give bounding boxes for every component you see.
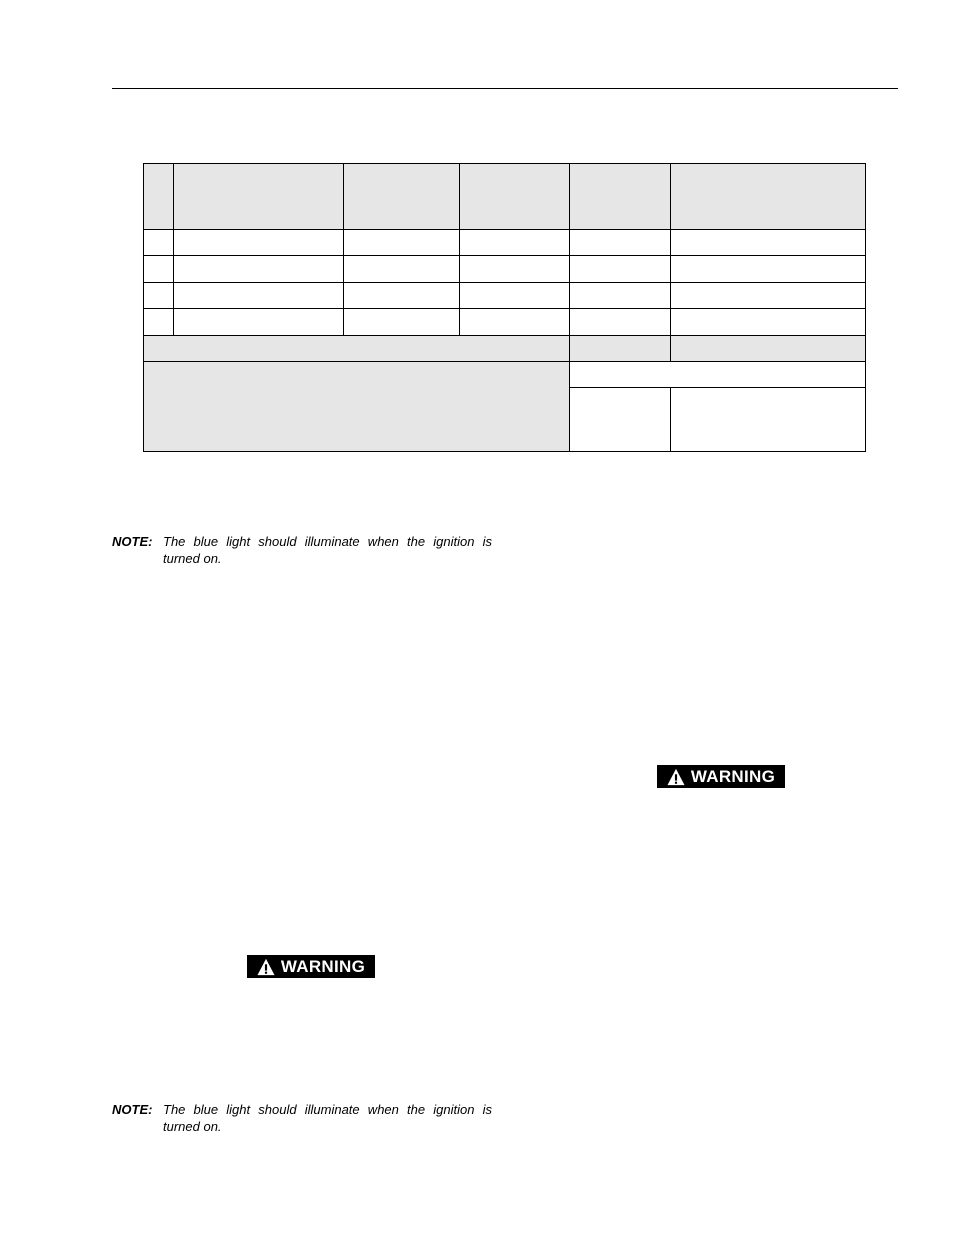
- table-header-cell: [173, 163, 343, 229]
- warning-label: WARNING: [280, 956, 366, 976]
- table-summary-cell: [569, 335, 670, 361]
- table-header-cell: [343, 163, 459, 229]
- table-header-cell: [459, 163, 569, 229]
- note-text: The blue light should illuminate when the ignition is turned on.: [163, 534, 492, 566]
- table-footer-cell: [569, 361, 866, 387]
- header-rule: [112, 88, 898, 89]
- warning-badge: [247, 955, 375, 978]
- table-header-cell: [569, 163, 670, 229]
- table-summary-label-cell: [143, 335, 569, 361]
- table-footer-cell: [569, 387, 670, 452]
- warning-badge: [657, 765, 785, 788]
- warning-label: WARNING: [690, 766, 776, 786]
- table-header-cell: [143, 163, 173, 229]
- table-footer-cell: [670, 387, 866, 452]
- table-footnote-cell: [143, 361, 569, 452]
- table-summary-cell: [670, 335, 866, 361]
- warning-triangle-icon: [667, 768, 685, 786]
- note-label: NOTE:: [112, 534, 153, 549]
- note-text: The blue light should illuminate when the ignition is turned on.: [163, 1102, 492, 1134]
- note-label: NOTE:: [112, 1102, 153, 1117]
- note-block: [112, 1101, 492, 1135]
- table-header-cell: [670, 163, 866, 229]
- note-block: [112, 533, 492, 567]
- warning-triangle-icon: [257, 958, 275, 976]
- specification-table: [143, 163, 866, 452]
